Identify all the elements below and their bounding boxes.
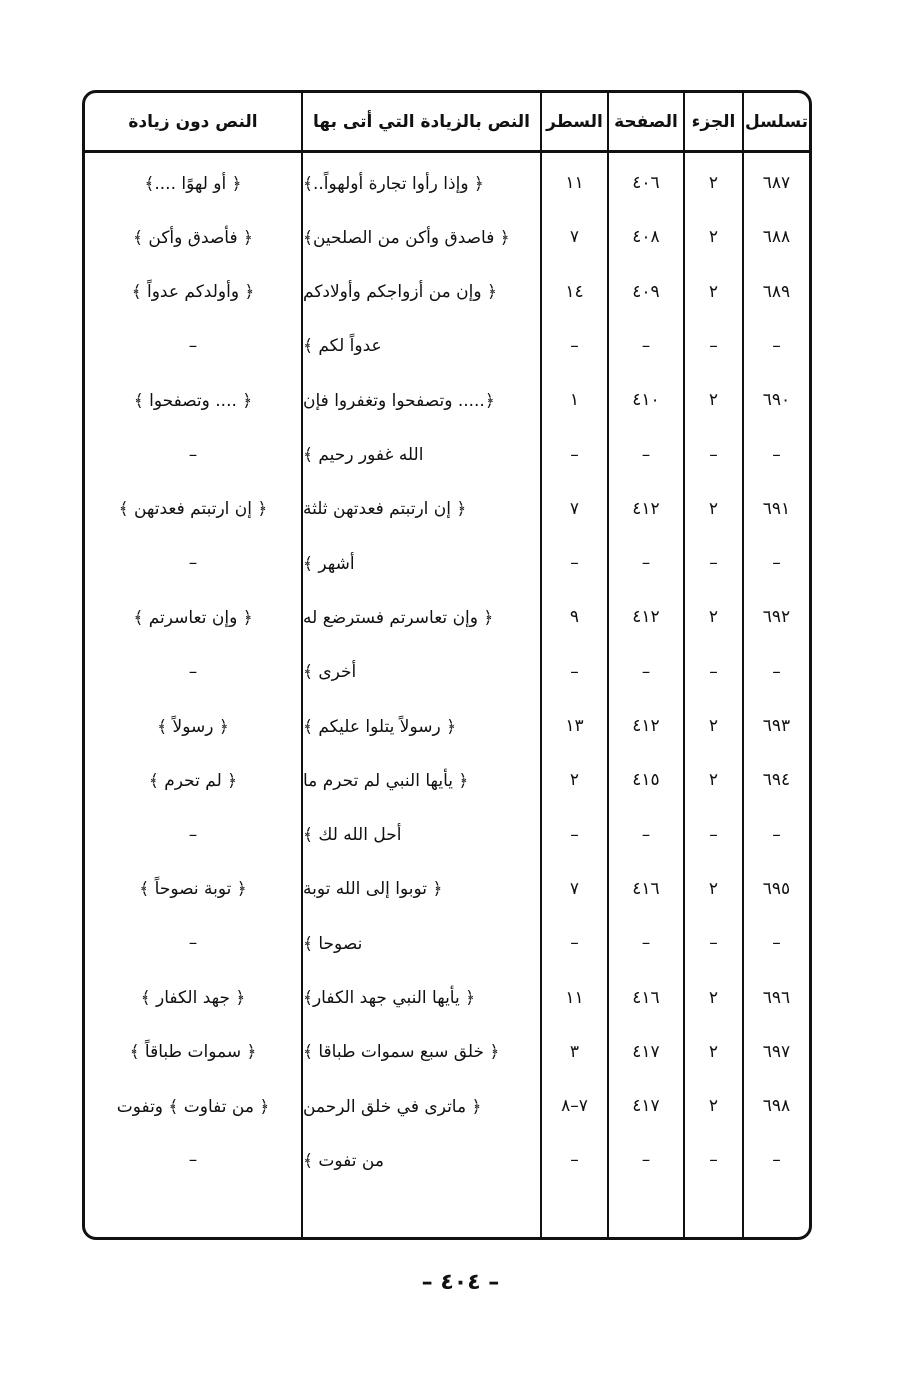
cell-part: ٢ [708, 716, 719, 736]
cell-page: – [641, 553, 651, 574]
cell-with-addition: نصوحا ﴾ [303, 933, 363, 954]
cell-serial: – [772, 824, 781, 845]
cell-serial: ٦٩٢ [762, 607, 791, 628]
cell-line: ١١ [565, 173, 584, 193]
cell-line: ١٣ [565, 716, 584, 736]
cell-part: ٢ [708, 281, 719, 302]
cell-line: – [570, 1150, 579, 1171]
cell-serial: – [772, 335, 781, 356]
cell-with-addition: ﴿ يأيها النبي جهد الكفار﴾ [303, 988, 476, 1008]
cell-without-addition: ﴿ أو لهوًا ....﴾ [144, 173, 242, 194]
cell-with-addition: ﴿..... وتصفحوا وتغفروا فإن [303, 390, 495, 411]
cell-serial: ٦٩٧ [762, 1041, 791, 1062]
cell-line: ٧–٨ [561, 1096, 588, 1117]
cell-page: ٤١٧ [632, 1096, 660, 1117]
cell-serial: – [772, 1150, 781, 1171]
cell-page: ٤١٥ [632, 770, 660, 791]
cell-without-addition: – [188, 444, 198, 465]
cell-page: ٤١٢ [632, 716, 660, 736]
cell-without-addition: – [188, 933, 198, 954]
cell-with-addition: ﴿ رسولاً يتلوا عليكم ﴾ [303, 716, 457, 737]
header-part: الجزء [691, 111, 736, 132]
cell-without-addition: ﴿ لم تحرم ﴾ [148, 770, 238, 791]
cell-page: – [641, 933, 651, 954]
cell-without-addition: – [188, 824, 198, 845]
cell-without-addition: – [188, 1150, 198, 1171]
cell-without-addition: ﴿ وإن تعاسرتم ﴾ [133, 607, 253, 628]
cell-part: ٢ [708, 1096, 719, 1117]
cell-page: ٤٠٦ [632, 173, 660, 193]
header-page: الصفحة [614, 111, 678, 132]
cell-with-addition: ﴿ خلق سبع سموات طباقا ﴾ [303, 1042, 500, 1063]
cell-with-addition: ﴿ فاصدق وأكن من الصلحين﴾ [303, 227, 510, 248]
cell-serial: – [772, 933, 781, 954]
cell-part: ٢ [708, 607, 719, 628]
cell-page: ٤٠٨ [632, 227, 660, 248]
cell-serial: – [772, 553, 781, 574]
cell-part: ٢ [708, 878, 719, 899]
cell-serial: ٦٩٦ [762, 987, 791, 1008]
cell-line: – [570, 933, 579, 954]
cell-line: ١١ [565, 987, 584, 1008]
cell-serial: – [772, 444, 781, 465]
cell-serial: ٦٩٠ [762, 390, 791, 411]
header-serial: تسلسل [744, 111, 809, 132]
cell-line: ٢ [569, 770, 580, 791]
cell-page: – [641, 661, 651, 682]
cell-part: – [709, 1150, 718, 1171]
cell-page: – [641, 1150, 651, 1171]
cell-part: ٢ [708, 390, 719, 411]
cell-without-addition: ﴿ توبة نصوحاً ﴾ [139, 879, 247, 900]
table-header [85, 93, 809, 153]
cell-page: ٤١٢ [632, 498, 660, 519]
cell-line: – [570, 824, 579, 845]
cell-serial: ٦٩١ [762, 498, 791, 519]
cell-without-addition: ﴿ إن ارتبتم فعدتهن ﴾ [118, 499, 268, 520]
cell-page: ٤١٦ [632, 987, 660, 1008]
cell-serial: ٦٩٤ [762, 770, 791, 791]
cell-without-addition: ﴿ جهد الكفار ﴾ [140, 988, 246, 1008]
cell-line: – [570, 661, 579, 682]
cell-without-addition: ﴿ سموات طباقاً ﴾ [129, 1042, 257, 1063]
cell-part: ٢ [708, 173, 719, 193]
cell-with-addition: أحل الله لك ﴾ [303, 825, 402, 846]
cell-line: ٧ [569, 498, 580, 519]
quran-text-table [82, 90, 812, 1240]
cell-with-addition: ﴿ وإن تعاسرتم فسترضع له [303, 607, 494, 628]
cell-part: – [709, 335, 718, 356]
cell-line: ٣ [569, 1041, 580, 1062]
cell-line: – [570, 553, 579, 574]
cell-line: – [570, 335, 579, 356]
header-line: السطر [546, 111, 603, 132]
cell-serial: ٦٨٩ [762, 281, 791, 302]
cell-part: – [709, 824, 718, 845]
cell-part: ٢ [708, 498, 719, 519]
cell-part: ٢ [708, 987, 719, 1008]
cell-with-addition: الله غفور رحيم ﴾ [303, 445, 424, 465]
cell-line: – [570, 444, 579, 465]
cell-with-addition: عدواً لكم ﴾ [303, 336, 382, 357]
cell-part: ٢ [708, 227, 719, 248]
cell-serial: ٦٩٣ [762, 716, 791, 736]
cell-without-addition: ﴿ .... وتصفحوا ﴾ [133, 390, 253, 411]
cell-without-addition: – [188, 335, 198, 356]
cell-page: – [641, 824, 651, 845]
cell-without-addition: ﴿ من تفاوت ﴾ وتفوت [116, 1096, 270, 1117]
cell-with-addition: ﴿ ماترى في خلق الرحمن [303, 1096, 482, 1117]
cell-part: – [709, 933, 718, 954]
cell-without-addition: – [188, 553, 198, 574]
cell-with-addition: ﴿ توبوا إلى الله توبة [303, 879, 443, 900]
cell-without-addition: – [188, 661, 198, 682]
cell-page: ٤١٦ [632, 878, 660, 899]
cell-serial: ٦٨٨ [762, 227, 791, 248]
cell-part: – [709, 661, 718, 682]
page-number: – ٤٠٤ – [421, 1270, 500, 1295]
cell-page: – [641, 335, 651, 356]
header-without-addition: النص دون زيادة [128, 111, 258, 132]
cell-with-addition: من تفوت ﴾ [303, 1150, 384, 1171]
cell-line: ١ [569, 390, 580, 411]
cell-part: – [709, 553, 718, 574]
cell-serial: ٦٨٧ [762, 173, 791, 193]
cell-part: ٢ [708, 1041, 719, 1062]
cell-without-addition: ﴿ رسولاً ﴾ [157, 716, 229, 737]
cell-part: ٢ [708, 770, 719, 791]
cell-with-addition: أشهر ﴾ [303, 553, 355, 574]
cell-line: ٧ [569, 878, 580, 899]
header-with-addition: النص بالزيادة التي أتى بها [312, 111, 530, 132]
cell-page: – [641, 444, 651, 465]
cell-part: – [709, 444, 718, 465]
cell-with-addition: أخرى ﴾ [303, 662, 357, 683]
cell-page: ٤٠٩ [632, 281, 660, 302]
cell-line: ٧ [569, 227, 580, 248]
cell-serial: – [772, 661, 781, 682]
cell-with-addition: ﴿ يأيها النبي لم تحرم ما [303, 770, 469, 791]
cell-page: ٤١٧ [632, 1041, 660, 1062]
cell-serial: ٦٩٥ [762, 878, 791, 899]
cell-line: ١٤ [565, 281, 584, 302]
cell-without-addition: ﴿ فأصدق وأكن ﴾ [133, 227, 253, 248]
cell-with-addition: ﴿ وإذا رأوا تجارة أولهواً..﴾ [303, 173, 484, 194]
cell-line: ٩ [569, 607, 580, 628]
cell-with-addition: ﴿ وإن من أزواجكم وأولادكم [303, 282, 497, 303]
cell-page: ٤١٠ [632, 390, 660, 411]
cell-serial: ٦٩٨ [762, 1096, 791, 1117]
cell-without-addition: ﴿ وأولدكم عدواً ﴾ [131, 282, 255, 303]
cell-page: ٤١٢ [632, 607, 660, 628]
cell-with-addition: ﴿ إن ارتبتم فعدتهن ثلثة [303, 499, 467, 520]
